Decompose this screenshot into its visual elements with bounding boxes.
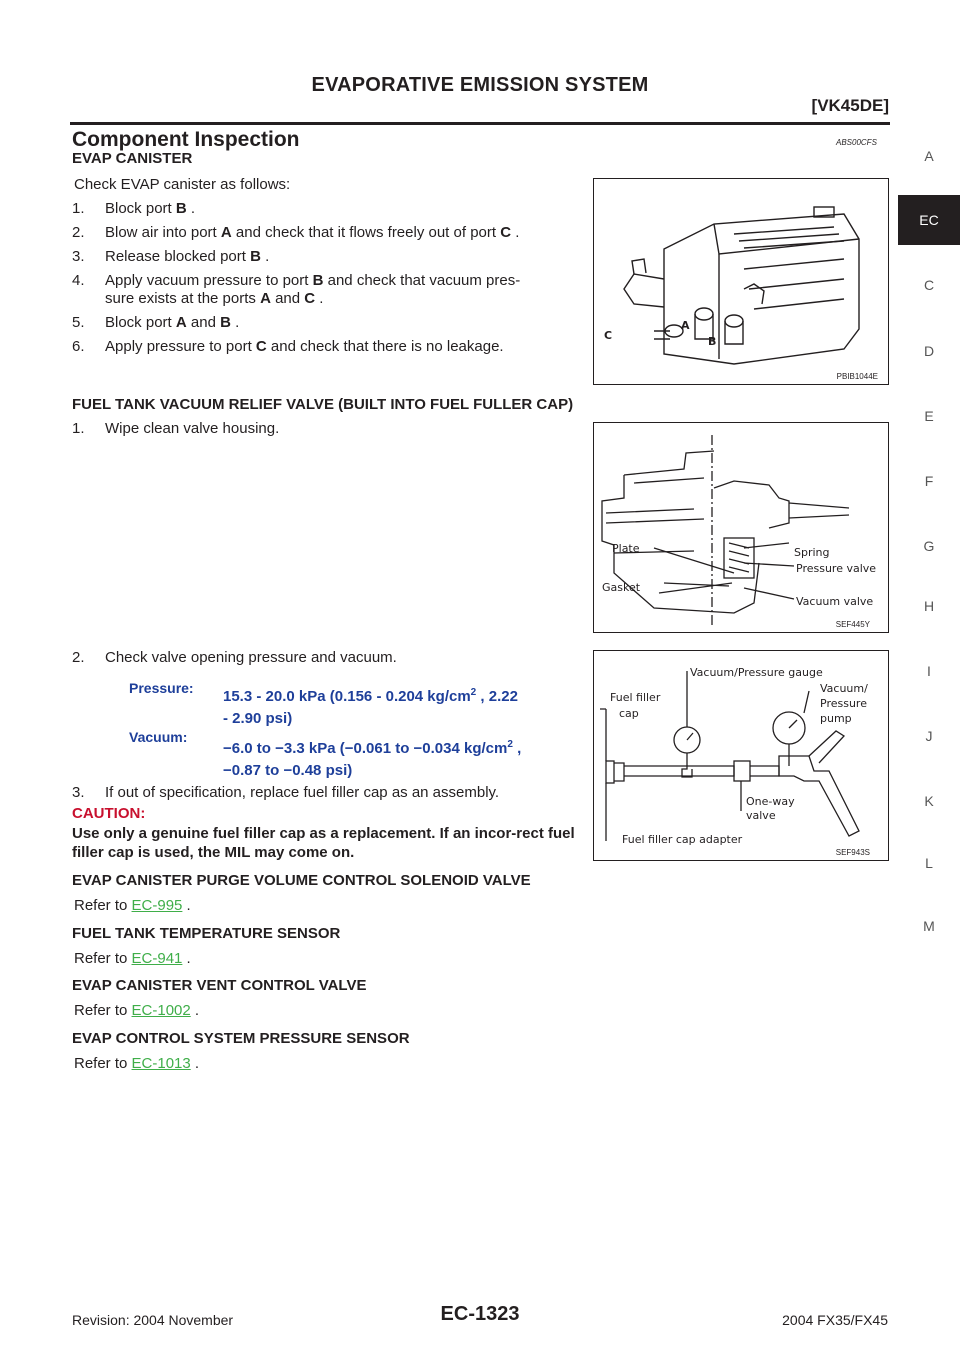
step-text: Block port bbox=[105, 200, 176, 217]
pressure-sensor-ref bbox=[74, 1055, 199, 1072]
canister-step-6 bbox=[72, 338, 504, 355]
canister-illustration bbox=[594, 179, 888, 384]
side-tab-c[interactable]: C bbox=[923, 277, 935, 293]
vacuum-spec-label: Vacuum: bbox=[129, 729, 188, 745]
pressure-spec-line1-end: , 2.22 bbox=[476, 688, 518, 705]
fuel-tank-temp-heading: FUEL TANK TEMPERATURE SENSOR bbox=[72, 925, 341, 942]
caution-text: Use only a genuine fuel filler cap as a replacement. If an incor-rect fuel filler cap is used, the MIL may come on. bbox=[72, 825, 575, 861]
footer-page-number: EC-1323 bbox=[440, 1303, 520, 1325]
pressure-spec-label: Pressure: bbox=[129, 680, 194, 696]
canister-step-4 bbox=[72, 272, 520, 289]
pump-label-3: pump bbox=[820, 712, 852, 725]
relief-valve-figure bbox=[593, 422, 889, 633]
step-text: Wipe clean valve housing. bbox=[105, 420, 280, 437]
vacuum-spec-value bbox=[223, 734, 521, 782]
ref-prefix: Refer to bbox=[74, 1055, 132, 1072]
vent-valve-heading: EVAP CANISTER VENT CONTROL VALVE bbox=[72, 977, 367, 994]
side-tab-e[interactable]: E bbox=[924, 408, 934, 424]
purge-valve-ref bbox=[74, 897, 191, 914]
canister-step-4-continued bbox=[105, 290, 323, 307]
step-text: Apply vacuum pressure to port bbox=[105, 272, 313, 289]
figure-code: SEF943S bbox=[835, 848, 870, 857]
footer-revision: Revision: 2004 November bbox=[72, 1312, 234, 1328]
one-way-label-2: valve bbox=[746, 809, 776, 822]
side-tab-m[interactable]: M bbox=[923, 918, 935, 934]
evap-canister-heading: EVAP CANISTER bbox=[72, 150, 193, 167]
step-number: 2. bbox=[72, 649, 85, 666]
evap-canister-intro: Check EVAP canister as follows: bbox=[74, 176, 291, 193]
caution-heading: CAUTION: bbox=[72, 805, 146, 822]
step-number: 2. bbox=[72, 224, 85, 241]
pressure-sensor-heading: EVAP CONTROL SYSTEM PRESSURE SENSOR bbox=[72, 1030, 410, 1047]
vent-valve-ref bbox=[74, 1002, 199, 1019]
step-text: . bbox=[230, 314, 240, 331]
step-text: Check valve opening pressure and vacuum. bbox=[105, 649, 397, 666]
ref-suffix: . bbox=[190, 1002, 200, 1019]
canister-step-1 bbox=[72, 200, 195, 217]
footer-model: 2004 FX35/FX45 bbox=[782, 1312, 888, 1328]
relief-valve-heading: FUEL TANK VACUUM RELIEF VALVE (BUILT INTO FUEL FULLER CAP) bbox=[72, 396, 574, 413]
fuel-filler-label: Fuel filler bbox=[610, 691, 661, 704]
ref-link-ec-1002[interactable]: EC-1002 bbox=[131, 1002, 191, 1019]
relief-step-1 bbox=[72, 420, 279, 437]
port-label: B bbox=[220, 314, 231, 331]
step-number: 3. bbox=[72, 784, 85, 801]
port-b-label: B bbox=[708, 335, 717, 348]
ref-link-ec-1013[interactable]: EC-1013 bbox=[131, 1055, 191, 1072]
vacuum-spec-superscript: 2 bbox=[507, 739, 513, 750]
side-tab-d[interactable]: D bbox=[923, 343, 935, 359]
pump-label-2: Pressure bbox=[820, 697, 867, 710]
canister-step-3 bbox=[72, 248, 269, 265]
side-tab-j[interactable]: J bbox=[925, 728, 933, 744]
fuel-tank-temp-ref bbox=[74, 950, 191, 967]
step-text: and bbox=[186, 314, 221, 331]
valve-cross-section bbox=[594, 423, 888, 632]
step-number: 5. bbox=[72, 314, 85, 331]
pressure-spec-line2: - 2.90 psi) bbox=[223, 710, 293, 727]
side-tab-l[interactable]: L bbox=[925, 855, 933, 871]
side-tab-h[interactable]: H bbox=[923, 598, 935, 614]
gasket-label: Gasket bbox=[602, 581, 641, 594]
figure-code: SEF445Y bbox=[835, 620, 870, 629]
port-label: C bbox=[500, 224, 512, 241]
gauge-setup-illustration bbox=[594, 651, 888, 860]
step-text: Apply pressure to port bbox=[105, 338, 256, 355]
step-text: . bbox=[260, 248, 270, 265]
canister-step-5 bbox=[72, 314, 239, 331]
relief-step-3 bbox=[72, 784, 499, 801]
relief-step-2 bbox=[72, 649, 397, 666]
port-label: A bbox=[175, 314, 187, 331]
vacuum-spec-line2: −0.87 to −0.48 psi) bbox=[223, 762, 353, 779]
step-number: 1. bbox=[72, 420, 85, 437]
purge-valve-heading: EVAP CANISTER PURGE VOLUME CONTROL SOLENOID VALVE bbox=[72, 872, 531, 889]
port-label: C bbox=[255, 338, 267, 355]
port-a-label: A bbox=[681, 319, 690, 332]
port-label: A bbox=[260, 290, 271, 307]
step-text: and check that vacuum pres- bbox=[323, 272, 521, 289]
vacuum-pressure-test-figure bbox=[593, 650, 889, 861]
ref-suffix: . bbox=[190, 1055, 200, 1072]
side-tab-i[interactable]: I bbox=[927, 663, 931, 679]
step-number: 6. bbox=[72, 338, 85, 355]
side-tab-k[interactable]: K bbox=[924, 793, 934, 809]
section-title: Component Inspection bbox=[72, 128, 300, 151]
port-label: B bbox=[175, 200, 187, 217]
port-label: A bbox=[220, 224, 232, 241]
cap-label: cap bbox=[619, 707, 639, 720]
step-text: . bbox=[511, 224, 520, 241]
ref-link-ec-941[interactable]: EC-941 bbox=[131, 950, 183, 967]
plate-label: Plate bbox=[612, 542, 640, 555]
vacuum-spec-line1-end: , bbox=[512, 740, 522, 757]
step-text: Block port bbox=[105, 314, 176, 331]
side-tab-a[interactable]: A bbox=[924, 148, 934, 164]
spring-label: Spring bbox=[794, 546, 830, 559]
pressure-valve-label: Pressure valve bbox=[796, 562, 877, 575]
vacuum-valve-label: Vacuum valve bbox=[796, 595, 874, 608]
ref-suffix: . bbox=[182, 950, 191, 967]
side-tab-g[interactable]: G bbox=[923, 538, 935, 554]
step-text: and check that there is no leakage. bbox=[266, 338, 504, 355]
page-header-title: EVAPORATIVE EMISSION SYSTEM bbox=[311, 74, 649, 96]
step-text: Blow air into port bbox=[105, 224, 221, 241]
port-c-label: C bbox=[604, 329, 613, 342]
pump-label-1: Vacuum/ bbox=[820, 682, 868, 695]
step-text: sure exists at the ports bbox=[105, 290, 261, 307]
pressure-spec-superscript: 2 bbox=[470, 687, 477, 698]
section-code: ABS00CFS bbox=[836, 138, 877, 147]
step-number: 4. bbox=[72, 272, 85, 289]
port-label: B bbox=[312, 272, 324, 289]
engine-code: [VK45DE] bbox=[811, 96, 889, 115]
side-tab-f[interactable]: F bbox=[924, 473, 934, 489]
vacuum-spec-line1: −6.0 to −3.3 kPa (−0.061 to −0.034 kg/cm bbox=[223, 740, 508, 757]
adapter-label: Fuel filler cap adapter bbox=[622, 833, 743, 846]
one-way-label-1: One-way bbox=[746, 795, 795, 808]
port-label: C bbox=[304, 290, 316, 307]
canister-step-2 bbox=[72, 224, 519, 241]
ref-link-ec-995[interactable]: EC-995 bbox=[131, 897, 183, 914]
ref-suffix: . bbox=[182, 897, 191, 914]
pressure-spec-line1: 15.3 - 20.0 kPa (0.156 - 0.204 kg/cm bbox=[223, 688, 471, 705]
port-label: B bbox=[250, 248, 261, 265]
pressure-spec-value bbox=[223, 682, 518, 730]
step-text: . bbox=[186, 200, 196, 217]
ref-prefix: Refer to bbox=[74, 950, 132, 967]
step-text: and bbox=[270, 290, 305, 307]
evap-canister-figure bbox=[593, 178, 889, 385]
step-number: 3. bbox=[72, 248, 85, 265]
side-tab-ec[interactable]: EC bbox=[898, 195, 960, 245]
ref-prefix: Refer to bbox=[74, 1002, 132, 1019]
step-text: If out of specification, replace fuel filler cap as an assembly. bbox=[105, 784, 500, 801]
gauge-label: Vacuum/Pressure gauge bbox=[690, 666, 823, 679]
figure-code: PBIB1044E bbox=[836, 372, 878, 381]
step-number: 1. bbox=[72, 200, 85, 217]
header-divider bbox=[70, 122, 890, 125]
step-text: . bbox=[315, 290, 324, 307]
ref-prefix: Refer to bbox=[74, 897, 132, 914]
step-text: Release blocked port bbox=[105, 248, 251, 265]
step-text: and check that it flows freely out of port bbox=[231, 224, 501, 241]
